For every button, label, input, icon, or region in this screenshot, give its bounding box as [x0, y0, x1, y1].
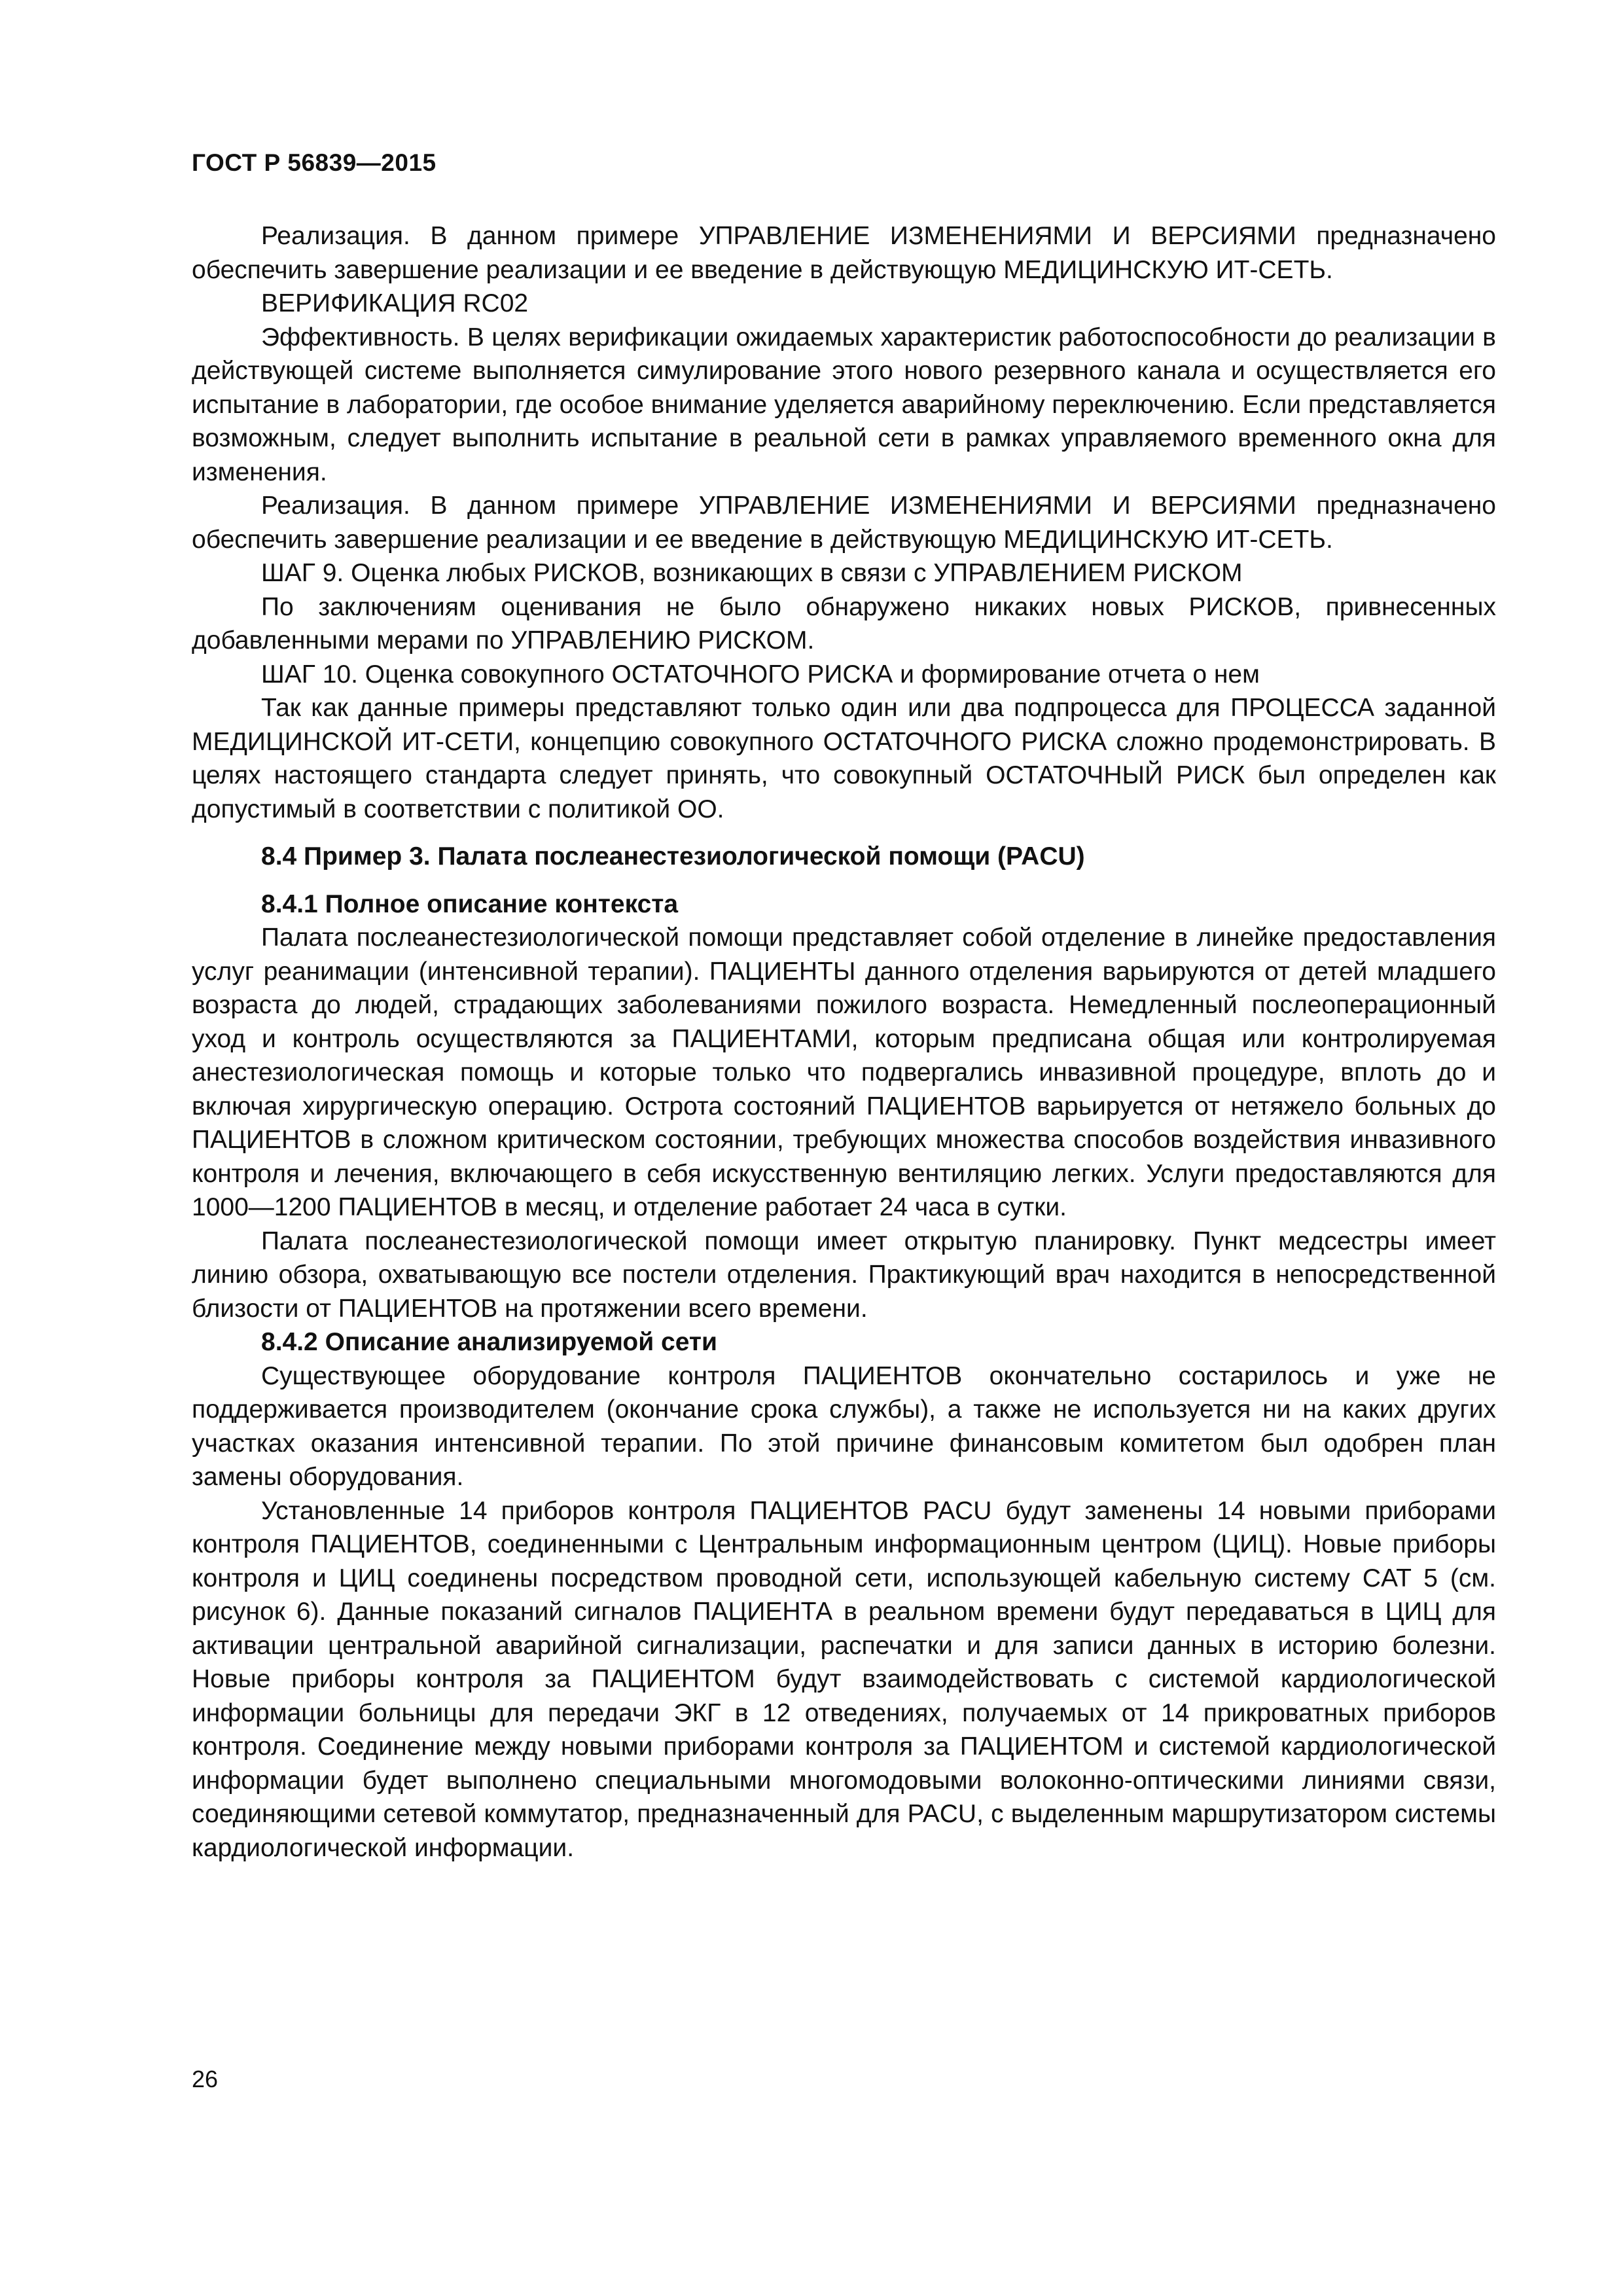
- paragraph: ШАГ 9. Оценка любых РИСКОВ, возникающих в связи с УПРАВЛЕНИЕМ РИСКОМ: [261, 559, 1243, 587]
- paragraph: По заключениям оценивания не было обнаружено никаких новых РИСКОВ, привнесенных добавленными мерами по УПРАВЛЕНИЮ РИСКОМ.: [192, 592, 1496, 655]
- paragraph: Установленные 14 приборов контроля ПАЦИЕНТОВ PACU будут заменены 14 новыми приборами контроля ПАЦИЕНТОВ, соединенными с Центральным информационным центром (ЦИЦ). Новые приборы контроля и ЦИЦ соединены посредством проводной сети, использующей кабельную систему CAT 5 (см. рисунок 6). Данные показаний сигналов ПАЦИЕНТА в реальном времени будут передаваться в ЦИЦ для активации центральной аварийной сигнализации, распечатки и для записи данных в историю болезни. Новые приборы контроля за ПАЦИЕНТОМ будут взаимодействовать с системой кардиологической информации больницы для передачи ЭКГ в 12 отведениях, получаемых от 14 прикроватных приборов контроля. Соединение между новыми приборами контроля за ПАЦИЕНТОМ и системой кардиологической информации будет выполнено специальными многомодовыми волоконно-оптическими линиями связи, соединяющими сетевой коммутатор, предназначенный для PACU, с выделенным маршрутизатором системы кардиологической информации.: [192, 1496, 1496, 1862]
- paragraph: Палата послеанестезиологической помощи представляет собой отделение в линейке предоставления услуг реанимации (интенсивной терапии). ПАЦИЕНТЫ данного отделения варьируются от детей младшего возраста до людей, страдающих заболеваниями пожилого возраста. Немедленный послеоперационный уход и контроль осуществляются за ПАЦИЕНТАМИ, которым предписана общая или контролируемая анестезиологическая помощь и которые только что подвергались инвазивной процедуре, вплоть до и включая хирургическую операцию. Острота состояний ПАЦИЕНТОВ варьируется от нетяжело больных до ПАЦИЕНТОВ в сложном критическом состоянии, требующих множества способов воздействия инвазивного контроля и лечения, включающего в себя искусственную вентиляцию легких. Услуги предоставляются для 1000—1200 ПАЦИЕНТОВ в месяц, и отделение работает 24 часа в сутки.: [192, 924, 1496, 1221]
- document-body: [192, 219, 1496, 1865]
- document-header: ГОСТ Р 56839—2015: [192, 149, 437, 176]
- paragraph: ШАГ 10. Оценка совокупного ОСТАТОЧНОГО РИСКА и формирование отчета о нем: [261, 660, 1260, 689]
- paragraph: Реализация. В данном примере УПРАВЛЕНИЕ ИЗМЕНЕНИЯМИ И ВЕРСИЯМИ предназначено обеспечить завершение реализации и ее введение в действующую МЕДИЦИНСКУЮ ИТ-СЕТЬ.: [192, 222, 1496, 284]
- page-number: 26: [192, 2066, 219, 2092]
- section-heading-8-4: 8.4 Пример 3. Палата послеанестезиологической помощи (PACU): [261, 842, 1085, 870]
- paragraph: Эффективность. В целях верификации ожидаемых характеристик работоспособности до реализации в действующей системе выполняется симулирование этого нового резервного канала и осуществляется его испытание в лаборатории, где особое внимание уделяется аварийному переключению. Если представляется возможным, следует выполнить испытание в реальной сети в рамках управляемого временного окна для изменения.: [192, 323, 1496, 486]
- subsection-heading-8-4-2: 8.4.2 Описание анализируемой сети: [261, 1328, 717, 1356]
- paragraph: ВЕРИФИКАЦИЯ RC02: [261, 289, 529, 317]
- paragraph: Реализация. В данном примере УПРАВЛЕНИЕ ИЗМЕНЕНИЯМИ И ВЕРСИЯМИ предназначено обеспечить завершение реализации и ее введение в действующую МЕДИЦИНСКУЮ ИТ-СЕТЬ.: [192, 492, 1496, 554]
- paragraph: Существующее оборудование контроля ПАЦИЕНТОВ окончательно состарилось и уже не поддерживается производителем (окончание срока службы), а также не используется ни на каких других участках оказания интенсивной терапии. По этой причине финансовым комитетом был одобрен план замены оборудования.: [192, 1361, 1496, 1491]
- paragraph: Палата послеанестезиологической помощи имеет открытую планировку. Пункт медсестры имеет линию обзора, охватывающую все постели отделения. Практикующий врач находится в непосредственной близости от ПАЦИЕНТОВ на протяжении всего времени.: [192, 1227, 1496, 1323]
- paragraph: Так как данные примеры представляют только один или два подпроцесса для ПРОЦЕССА заданной МЕДИЦИНСКОЙ ИТ-СЕТИ, концепцию совокупного ОСТАТОЧНОГО РИСКА сложно продемонстрировать. В целях настоящего стандарта следует принять, что совокупный ОСТАТОЧНЫЙ РИСК был определен как допустимый в соответствии с политикой ОО.: [192, 694, 1496, 823]
- subsection-heading-8-4-1: 8.4.1 Полное описание контекста: [261, 889, 679, 918]
